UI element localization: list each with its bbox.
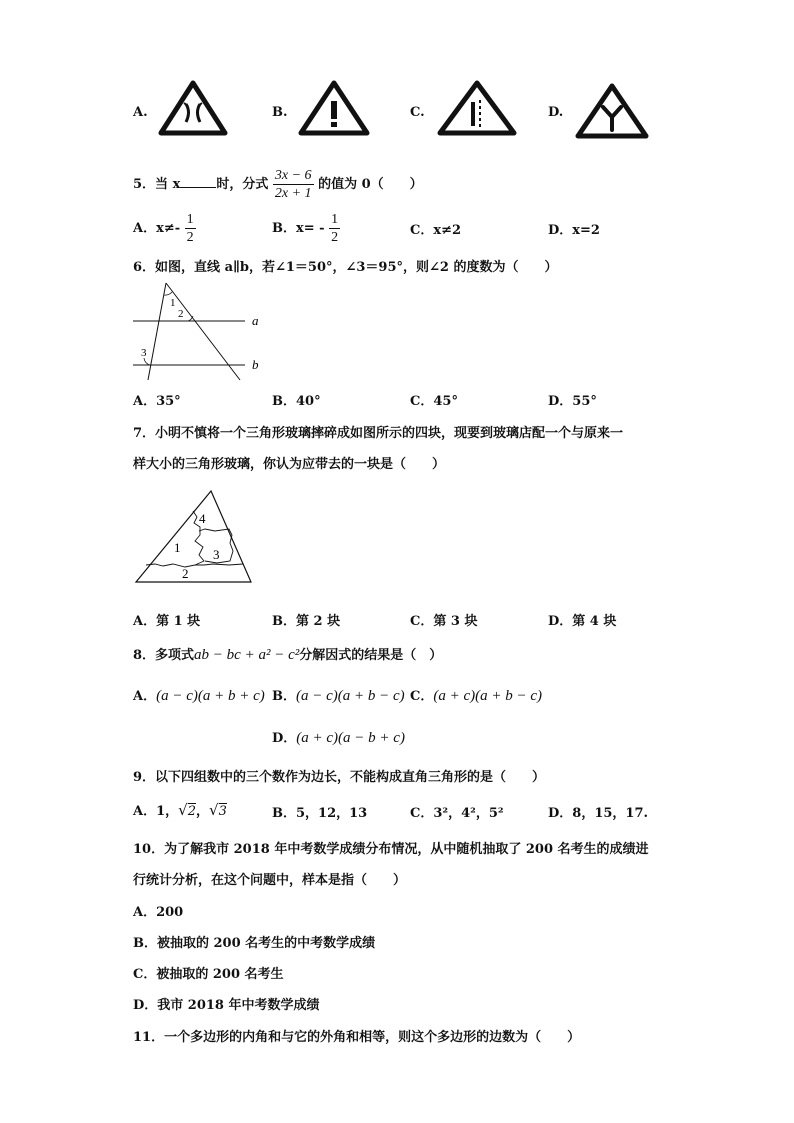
sqrt-sign-icon: √ [178,801,188,819]
q11-stem: 11．一个多边形的内角和与它的外角和相等，则这个多边形的边数为（ ） [133,1030,581,1045]
q9-option-d: D．8，15，17. [548,806,649,821]
q8-stem [133,644,442,664]
q9-option-c: C．3²，4²，5² [410,806,504,821]
q6-figure [128,280,278,385]
q10-option-a: A．200 [133,905,184,920]
y-junction-sign-icon [575,83,649,139]
q5-option-b-num: 1 [331,212,339,227]
q6-label-b: b [252,357,259,372]
q5-option-a [133,211,196,246]
q10-option-b: B．被抽取的 200 名考生的中考数学成绩 [133,936,376,951]
q9-option-a-radicand2: 3 [218,804,227,819]
q5-stem-end: 的值为 0（ ） [318,177,423,192]
q7-option-d: D．第 4 块 [548,614,617,629]
q5-option-c: C．x≠2 [410,223,462,238]
q5-stem-middle: 时，分式 [216,177,269,192]
q6-label-angle2: 2 [178,308,184,320]
q4-option-c-label: C. [410,105,425,120]
q5-stem [133,167,423,203]
q6-label-a: a [252,313,259,328]
q8-stem-end: 分解因式的结果是（ ） [299,648,443,663]
q7-stem-line1: 7．小明不慎将一个三角形玻璃摔碎成如图所示的四块，现要到玻璃店配一个与原来一 [133,426,624,441]
q5-option-d: D．x=2 [548,223,600,238]
q7-label-piece4: 4 [199,511,206,526]
q7-figure [133,487,255,587]
q9-option-b: B．5，12，13 [272,806,368,821]
q5-option-a-num: 1 [186,212,194,227]
q8-option-c-expr: (a + c)(a + b − c) [433,688,543,704]
q5-answer-blank [180,175,216,188]
q10-stem-line1: 10．为了解我市 2018 年中考数学成绩分布情况，从中随机抽取了 200 名考生的成绩进 [133,842,649,857]
q4-option-d-label: D. [548,105,564,120]
road-narrows-sign-icon [158,80,228,136]
q9-option-a-label: A．1， [133,804,179,819]
q5-option-b-den: 2 [331,230,339,245]
q8-option-a [133,685,265,705]
q8-expression: ab − bc + a² − c² [194,647,300,663]
q9-stem: 9．以下四组数中的三个数作为边长，不能构成直角三角形的是（ ） [133,770,546,785]
q6-label-angle1: 1 [170,297,176,309]
q5-fraction [273,167,314,202]
q8-option-a-label: A． [133,689,157,704]
q8-option-a-expr: (a − c)(a + b + c) [156,688,265,704]
q8-option-d-label: D． [272,731,297,746]
q8-option-d-expr: (a + c)(a − b + c) [296,730,405,746]
q6-label-angle3: 3 [141,347,147,359]
sqrt-sign-icon: √ [209,801,219,819]
q8-option-c-label: C． [410,689,434,704]
q9-option-a [133,800,227,819]
q7-option-c: C．第 3 块 [410,614,478,629]
q8-option-d [272,727,405,747]
q7-label-piece3: 3 [213,547,220,562]
q7-label-piece1: 1 [174,540,181,555]
q5-option-a-label: A．x≠- [133,221,181,236]
q4-option-a-label: A. [133,105,148,120]
q7-stem-line2: 样大小的三角形玻璃，你认为应带去的一块是（ ） [133,457,446,472]
q5-option-a-fraction [185,211,196,246]
q6-option-b: B．40° [272,394,321,409]
q8-option-b-label: B． [272,689,296,704]
q7-option-a: A．第 1 块 [133,614,201,629]
q6-stem: 6．如图，直线 a∥b，若∠1＝50°，∠3＝95°，则∠2 的度数为（ ） [133,260,558,275]
warning-exclamation-sign-icon [298,80,370,136]
q8-option-c [410,685,542,705]
q8-option-b-expr: (a − c)(a + b − c) [296,688,405,704]
q9-option-a-separator: ， [195,804,209,819]
q9-option-a-radicand1: 2 [187,804,196,819]
q5-stem-start: 5．当 x [133,177,181,192]
q7-triangle [136,491,251,582]
q5-option-b-label: B．x= - [272,221,325,236]
q8-stem-start: 8．多项式 [133,648,195,663]
q5-option-b-fraction [329,211,340,246]
q6-option-c: C．45° [410,394,458,409]
q10-option-c: C．被抽取的 200 名考生 [133,967,284,982]
q7-label-piece2: 2 [182,566,189,581]
q5-fraction-denominator: 2x + 1 [274,186,312,201]
q10-option-d: D．我市 2018 年中考数学成绩 [133,998,320,1013]
q6-option-a: A．35° [133,394,181,409]
lane-divider-sign-icon [437,80,517,136]
q6-option-d: D．55° [548,394,597,409]
q5-fraction-numerator: 3x − 6 [274,168,312,183]
q5-option-b [272,211,340,246]
q10-stem-line2: 行统计分析，在这个问题中，样本是指（ ） [133,873,407,888]
q5-option-a-den: 2 [186,230,194,245]
q8-option-b [272,685,405,705]
q4-option-b-label: B. [272,105,288,120]
q7-option-b: B．第 2 块 [272,614,341,629]
